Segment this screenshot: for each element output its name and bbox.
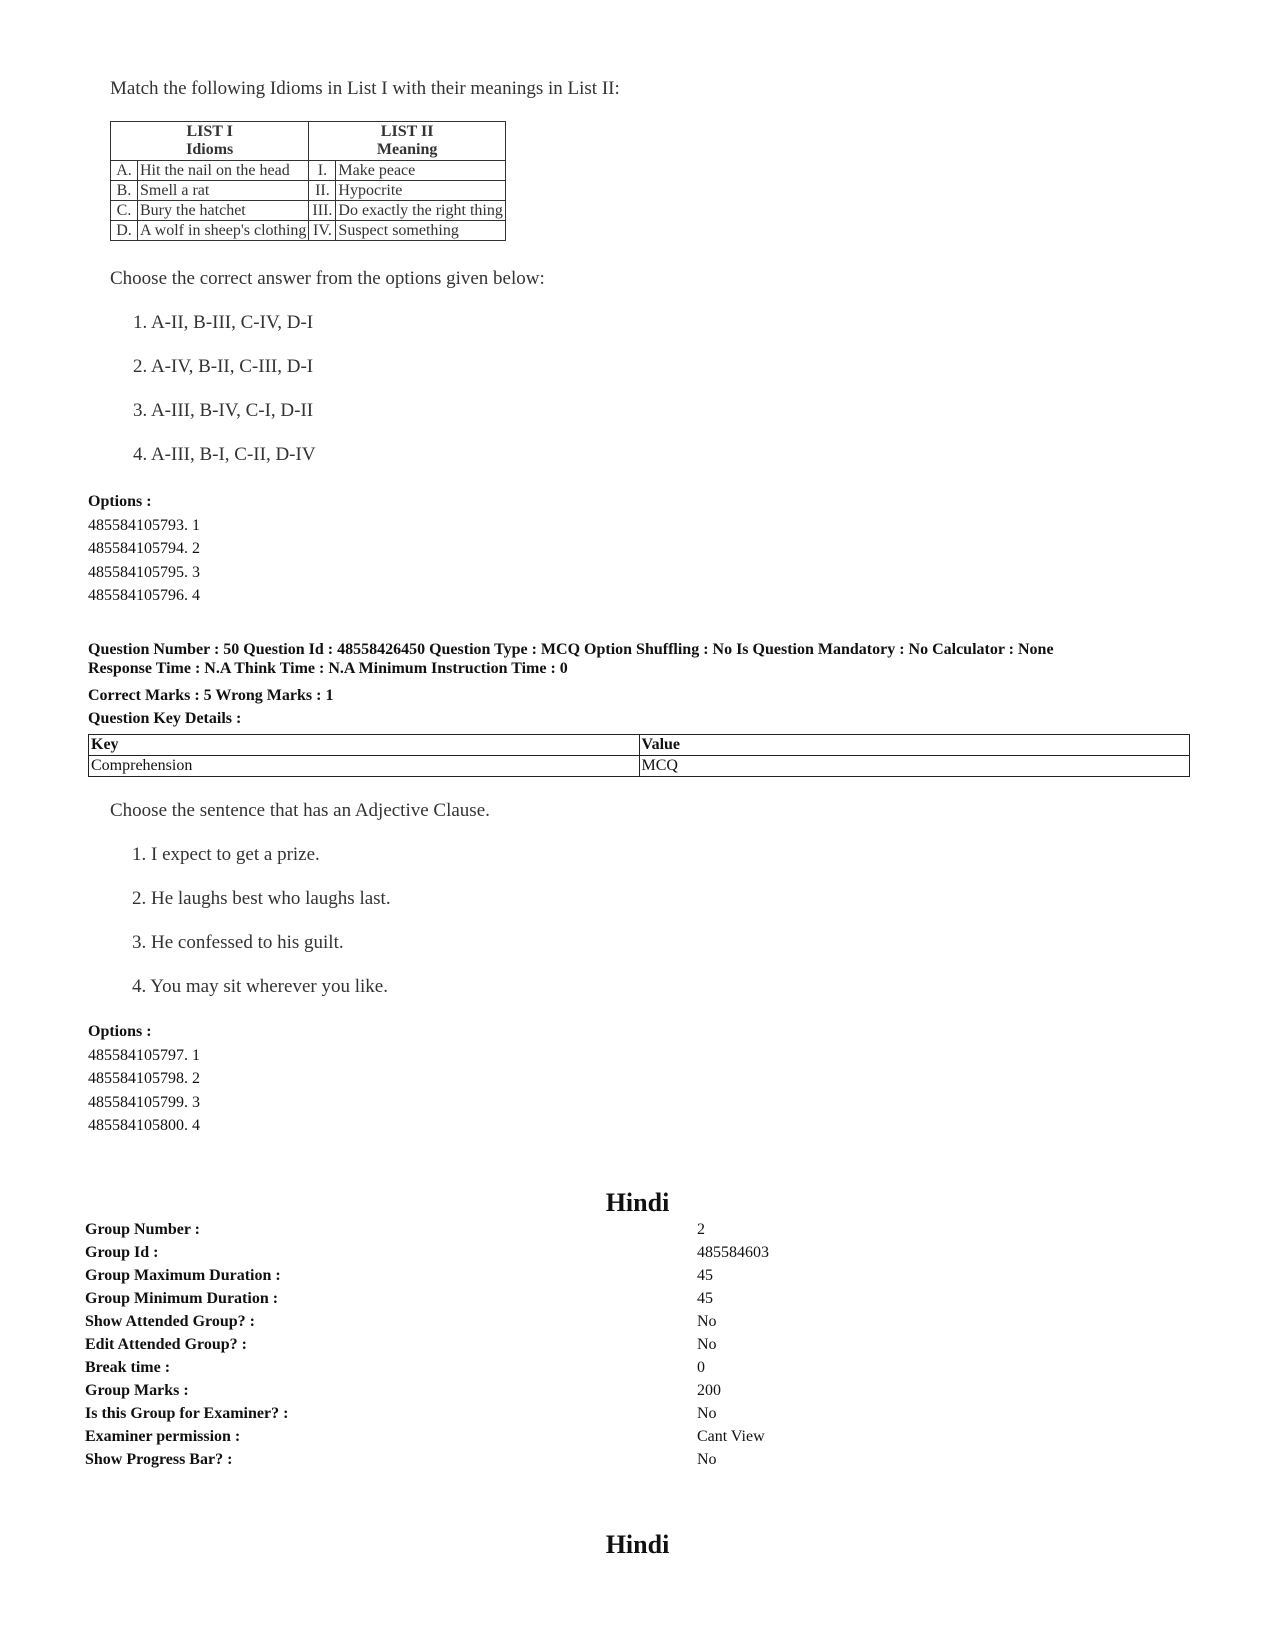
group-label: Show Attended Group? : [85,1313,255,1330]
group-label: Group Number : [85,1221,200,1238]
value-cell: MCQ [639,756,1190,777]
option-item: 485584105794. 2 [88,540,200,557]
list1-letter: A. [111,161,138,181]
idiom-text: Hit the nail on the head [138,161,309,181]
q50-marks: Correct Marks : 5 Wrong Marks : 1 [88,687,334,704]
option-item: 485584105799. 3 [88,1093,200,1111]
q49-prompt: Choose the correct answer from the options given below: [110,268,545,289]
meaning-text: Do exactly the right thing [336,201,505,221]
list2-numeral: III. [309,201,336,221]
list1-header [111,122,309,161]
list2-numeral: I. [309,161,336,181]
q50-choice-2: 2. He laughs best who laughs last. [132,888,391,909]
group-label: Group Id : [85,1244,159,1261]
q49-choice-3: 3. A-III, B-IV, C-I, D-II [133,400,314,421]
option-item: 485584105793. 1 [88,516,200,534]
group-value: No [697,1313,717,1330]
group-label: Group Marks : [85,1382,189,1399]
group-value: 200 [697,1382,721,1399]
list2-numeral: IV. [309,221,336,241]
q50-meta-line1: Question Number : 50 Question Id : 48558426450 Question Type : MCQ Option Shuffling : No Is Question Mandatory : No Calculator : None [88,641,1054,658]
group-label: Break time : [85,1359,171,1376]
list1-title: LIST I [186,123,233,140]
q50-options [88,1020,200,1138]
group-value: 2 [697,1221,705,1238]
group-label: Group Maximum Duration : [85,1267,281,1284]
q49-choice-4: 4. A-III, B-I, C-II, D-IV [133,444,316,465]
table-row [89,756,1190,777]
group-value: No [697,1336,717,1353]
q50-instruction: Choose the sentence that has an Adjective Clause. [110,800,490,821]
group-label: Examiner permission : [85,1428,241,1445]
list1-letter: B. [111,181,138,201]
meaning-text: Suspect something [336,221,505,241]
question-key-table [88,734,1190,777]
options-label: Options : [88,493,152,510]
group-label: Group Minimum Duration : [85,1290,279,1307]
option-item: 485584105795. 3 [88,563,200,581]
option-item: 485584105798. 2 [88,1070,200,1087]
key-cell: Comprehension [89,756,640,777]
section-title: Hindi [605,1188,670,1217]
group-value: No [697,1451,717,1468]
q50-meta [88,640,1198,678]
group-label: Show Progress Bar? : [85,1451,233,1468]
group-value: 45 [697,1290,713,1307]
q50-choice-3: 3. He confessed to his guilt. [132,932,344,953]
option-item: 485584105797. 1 [88,1046,200,1064]
list1-subtitle: Idioms [186,141,234,158]
q50-choice-4: 4. You may sit wherever you like. [132,976,388,997]
table-row [89,735,1190,756]
group-label: Is this Group for Examiner? : [85,1405,289,1422]
list2-header [309,122,505,161]
idiom-text: Bury the hatchet [138,201,309,221]
q49-choice-1: 1. A-II, B-III, C-IV, D-I [133,312,314,333]
group-value: Cant View [697,1428,765,1445]
group-value: 45 [697,1267,713,1284]
table-row [111,181,506,201]
section-title: Hindi [605,1530,670,1559]
option-item: 485584105800. 4 [88,1117,200,1134]
table-row [111,221,506,241]
list1-letter: C. [111,201,138,221]
idiom-text: Smell a rat [138,181,309,201]
table-row [111,201,506,221]
q50-choice-1: 1. I expect to get a prize. [132,844,320,865]
group-value: 0 [697,1359,705,1376]
group-value: 485584603 [697,1244,769,1261]
table-row [111,161,506,181]
value-header: Value [639,735,1190,756]
meaning-text: Hypocrite [336,181,505,201]
idiom-text: A wolf in sheep's clothing [138,221,309,241]
list2-subtitle: Meaning [376,141,438,158]
list2-title: LIST II [380,123,434,140]
list1-letter: D. [111,221,138,241]
option-item: 485584105796. 4 [88,587,200,604]
meaning-text: Make peace [336,161,505,181]
q50-key-details-label: Question Key Details : [88,710,242,727]
q49-instruction: Match the following Idioms in List I with their meanings in List II: [110,78,620,99]
q49-choice-2: 2. A-IV, B-II, C-III, D-I [133,356,314,377]
list2-numeral: II. [309,181,336,201]
q50-meta-line2: Response Time : N.A Think Time : N.A Minimum Instruction Time : 0 [88,660,568,677]
key-header: Key [89,735,640,756]
idiom-match-table [110,121,506,241]
q49-options [88,490,200,608]
options-label: Options : [88,1023,152,1040]
group-label: Edit Attended Group? : [85,1336,247,1353]
group-value: No [697,1405,717,1422]
